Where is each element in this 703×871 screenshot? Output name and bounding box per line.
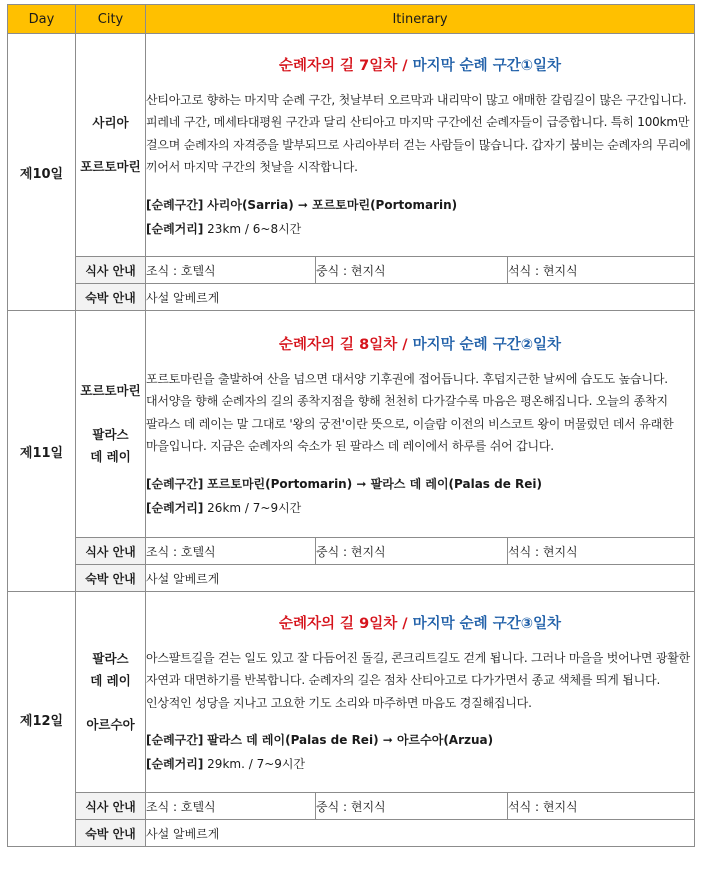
- dinner: 석식 : 현지식: [508, 257, 695, 284]
- header-city: City: [76, 5, 146, 34]
- route: 사리아(Sarria) ➞ 포르토마린(Portomarin): [207, 197, 458, 212]
- city-name: 팔라스: [92, 427, 129, 442]
- lunch: 중식 : 현지식: [316, 793, 508, 820]
- route: 팔라스 데 레이(Palas de Rei) ➞ 아르수아(Arzua): [207, 733, 494, 748]
- distance: 23km / 6~8시간: [207, 221, 302, 236]
- lunch: 중식 : 현지식: [316, 257, 508, 284]
- distance: 29km. / 7~9시간: [207, 757, 306, 772]
- breakfast: 조식 : 호텔식: [146, 538, 316, 565]
- meal-label: 식사 안내: [76, 257, 146, 284]
- dinner: 석식 : 현지식: [508, 793, 695, 820]
- itinerary-cell: [146, 592, 695, 793]
- day-row: [8, 592, 695, 793]
- lodging-row: [8, 284, 695, 311]
- lodging: 사설 알베르게: [146, 284, 695, 311]
- day-row: [8, 34, 695, 257]
- city-name: 데 레이: [90, 673, 131, 688]
- lodging-label: 숙박 안내: [76, 284, 146, 311]
- route-label: [순례구간]: [146, 476, 204, 491]
- city-cell: [76, 311, 146, 538]
- meal-row: [8, 793, 695, 820]
- day-title: [146, 333, 694, 354]
- title-blue: 마지막 순례 구간③일차: [412, 615, 562, 632]
- itinerary-cell: [146, 34, 695, 257]
- title-blue: 마지막 순례 구간①일차: [412, 57, 562, 74]
- city-name: 데 레이: [90, 449, 131, 464]
- route: 포르토마린(Portomarin) ➞ 팔라스 데 레이(Palas de Rei): [207, 476, 543, 491]
- city-name: 아르수아: [86, 717, 135, 732]
- day-row: [8, 311, 695, 538]
- day-label: 제11일: [8, 311, 76, 592]
- distance-label: [순례거리]: [146, 221, 204, 236]
- header-day: Day: [8, 5, 76, 34]
- lodging: 사설 알베르게: [146, 565, 695, 592]
- route-info: [146, 472, 694, 520]
- meal-row: [8, 538, 695, 565]
- lodging-row: [8, 820, 695, 847]
- day-label: 제12일: [8, 592, 76, 847]
- distance-label: [순례거리]: [146, 500, 204, 515]
- city-name: 팔라스: [92, 651, 129, 666]
- route-label: [순례구간]: [146, 733, 204, 748]
- breakfast: 조식 : 호텔식: [146, 257, 316, 284]
- distance: 26km / 7~9시간: [207, 500, 302, 515]
- header-itinerary: Itinerary: [146, 5, 695, 34]
- lodging: 사설 알베르게: [146, 820, 695, 847]
- city-cell: [76, 34, 146, 257]
- itinerary-cell: [146, 311, 695, 538]
- lunch: 중식 : 현지식: [316, 538, 508, 565]
- description: 포르토마린을 출발하여 산을 넘으면 대서양 기후권에 접어듭니다. 후덥지근한 날씨에 습도도 높습니다. 대서양을 향해 순례자의 길의 종착지점을 향해 천천히 다가갈수록 마음은 평온해집니다. 오늘의 종착지 팔라스 데 레이는 말 그대로 '왕의 궁전'이란 뜻으로, 이슬람 이전의 비스코트 왕이 머물렀던 데서 유래한 마을입니다. 지금은 순례자의 숙소가 된 팔라스 데 레이에서 하루를 쉬어 갑니다.: [146, 371, 674, 453]
- header-row: [8, 5, 695, 34]
- itinerary-table: [7, 4, 695, 847]
- title-red: 순례자의 길 8일차 /: [278, 336, 408, 353]
- day-title: [146, 54, 694, 75]
- city-cell: [76, 592, 146, 793]
- title-blue: 마지막 순례 구간②일차: [412, 336, 562, 353]
- title-red: 순례자의 길 7일차 /: [278, 57, 408, 74]
- city-name: 사리아: [92, 115, 129, 130]
- city-name: 포르토마린: [80, 159, 141, 174]
- meal-row: [8, 257, 695, 284]
- lodging-label: 숙박 안내: [76, 565, 146, 592]
- day-label: 제10일: [8, 34, 76, 311]
- lodging-row: [8, 565, 695, 592]
- title-red: 순례자의 길 9일차 /: [278, 615, 408, 632]
- lodging-label: 숙박 안내: [76, 820, 146, 847]
- day-title: [146, 612, 694, 633]
- breakfast: 조식 : 호텔식: [146, 793, 316, 820]
- route-info: [146, 728, 694, 776]
- route-info: [146, 193, 694, 241]
- city-name: 포르토마린: [80, 383, 141, 398]
- dinner: 석식 : 현지식: [508, 538, 695, 565]
- distance-label: [순례거리]: [146, 757, 204, 772]
- description: 산티아고로 향하는 마지막 순례 구간, 첫날부터 오르막과 내리막이 많고 애매한 갈림길이 많은 구간입니다. 피레네 구간, 메세타대평원 구간과 달리 산티아고 마지막 구간에선 순례자들이 급증합니다. 특히 100km만 걸으며 순례자의 자격증을 발부되므로 사리아부터 걷는 사람들이 많습니다. 갑자기 붐비는 순례자의 무리에 끼어서 마지막 구간의 첫날을 시작합니다.: [146, 92, 691, 174]
- description: 아스팔트길을 걷는 일도 있고 잘 다듬어진 돌길, 콘크리트길도 걷게 됩니다. 그러나 마을을 벗어나면 광활한 자연과 대면하기를 반복합니다. 순례자의 길은 점차 산티아고로 다가가면서 종교 색체를 띄게 됩니다. 인상적인 성당을 지나고 고요한 기도 소리와 마주하면 마음도 경질해집니다.: [146, 650, 691, 710]
- meal-label: 식사 안내: [76, 538, 146, 565]
- meal-label: 식사 안내: [76, 793, 146, 820]
- route-label: [순례구간]: [146, 197, 204, 212]
